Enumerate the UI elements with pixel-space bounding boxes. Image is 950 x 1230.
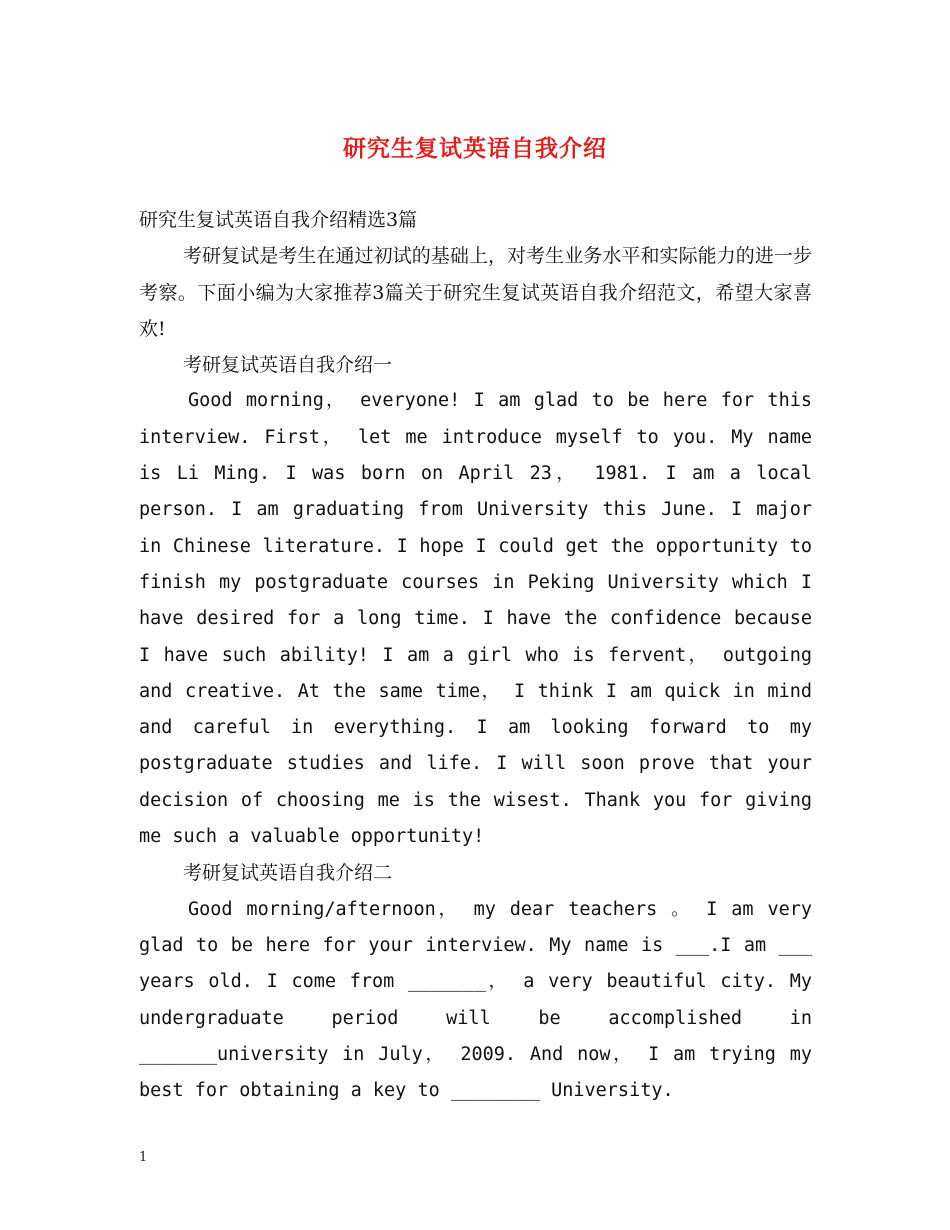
page-number: 1 (139, 1150, 148, 1165)
document-subtitle: 研究生复试英语自我介绍精选3篇 (139, 209, 418, 231)
section-1-heading: 考研复试英语自我介绍一 (183, 354, 393, 377)
section-2-heading: 考研复试英语自我介绍二 (183, 862, 393, 885)
document-title: 研究生复试英语自我介绍 (343, 135, 607, 162)
intro-paragraph: 考研复试是考生在通过初试的基础上，对考生业务水平和实际能力的进一步考察。下面小编为大家推荐3篇关于研究生复试英语自我介绍范文，希望大家喜欢! (139, 245, 812, 340)
section-1-paragraph: Good morning， everyone! I am glad to be here for this interview. First， let me introduce myself to you. My name is Li Ming. I was born on April 23， 1981. I am a local person. I am graduating from University this June. I major in Chinese literature. I hope I could get the opportunity to finish my postgraduate courses in Peking University which I have desired for a long time. I have the confidence because I have such ability! I am a girl who is fervent， outgoing and creative. At the same time， I think I am quick in mind and careful in everything. I am looking forward to my postgraduate studies and life. I will soon prove that your decision of choosing me is the wisest. Thank you for giving me such a valuable opportunity! (139, 390, 812, 848)
section-2-paragraph: Good morning/afternoon， my dear teachers 。 I am very glad to be here for your interview. My name is ___.I am ___ years old. I come from _______， a very beautiful city. My undergraduate period will be accomplished in _______university in July， 2009. And now， I am trying my best for obtaining a key to ________ University. (139, 898, 812, 1102)
document-body (139, 202, 812, 1109)
